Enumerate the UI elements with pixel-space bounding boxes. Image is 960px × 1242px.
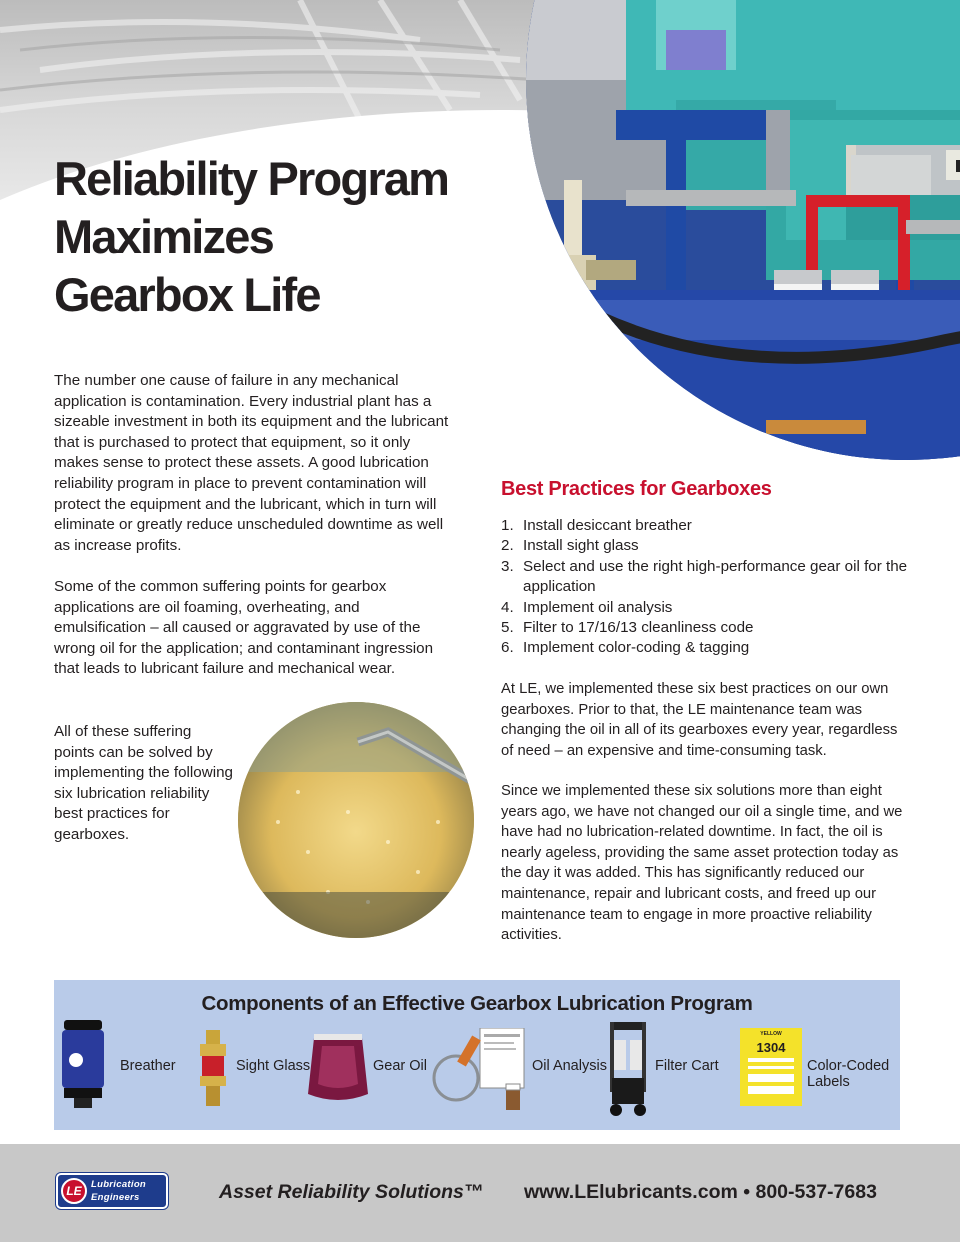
component-label: Breather — [120, 1058, 176, 1074]
component-gear-oil — [306, 1020, 427, 1120]
component-label: Sight Glass — [236, 1058, 311, 1074]
breather-icon — [60, 1020, 106, 1110]
intro-paragraph-1: The number one cause of failure in any mechanical application is contamination. Every industrial plant has a sizeable investment in both its equipment and the lubricant that is purchased to protect that equipment, so it only makes sense to protect these assets. A good lubrication reliability program in place to prevent contamination will protect the equipment and the lubricant, which in turn will eliminate or greatly reduce unscheduled downtime as well as increase profits. — [54, 372, 449, 554]
results-paragraph: Since we implemented these six solutions more than eight years ago, we have not changed our oil a single time, and we have had no lubrication-related downtime. In fact, the oil is nearly ageless, providing the same asset protection today as the day it was added. This has significantly reduced our maintenance, repair and lubricant costs, and freed up our maintenance team to engage in more proactive reliability activities. — [501, 783, 903, 944]
sight-glass-icon — [198, 1030, 228, 1110]
contact-info[interactable]: www.LElubricants.com • 800-537-7683 — [524, 1181, 877, 1203]
component-oil-analysis — [432, 1020, 607, 1120]
intro-paragraph-2: Some of the common suffering points for gearbox applications are oil foaming, overheating, and emulsification – all caused or aggravated by use of the wrong oil for the application; and contaminant ingression that leads to lubricant failure and mechanical wear. — [54, 578, 434, 678]
list-item: 3. Select and use the right high-performance gear oil for the application — [501, 557, 908, 596]
gear-oil-icon — [306, 1034, 370, 1104]
title-line-1: Reliability Program — [54, 152, 449, 205]
label-card-number: 1304 — [756, 1040, 786, 1055]
best-practices-heading: Best Practices for Gearboxes — [501, 478, 772, 500]
logo-mark: LE — [61, 1178, 87, 1204]
best-practices-list — [501, 516, 921, 659]
label-card-color-word: YELLOW — [760, 1031, 782, 1037]
component-breather — [60, 1020, 190, 1120]
filter-cart-icon — [606, 1022, 650, 1118]
component-label: Color-Coded Labels — [807, 1058, 890, 1090]
component-color-coded-labels — [740, 1020, 900, 1120]
component-filter-cart — [606, 1020, 736, 1120]
component-label: Oil Analysis — [532, 1058, 607, 1074]
le-logo-icon[interactable] — [56, 1173, 168, 1209]
component-sight-glass — [198, 1020, 311, 1120]
component-label: Gear Oil — [373, 1058, 427, 1074]
components-panel — [54, 980, 900, 1130]
title-line-2: Maximizes — [54, 210, 273, 263]
gearbox-equipment-photo — [526, 0, 960, 460]
list-item: 4. Implement oil analysis — [501, 598, 673, 616]
intro-paragraph-3: All of these suffering points can be solved by implementing the following six lubrication reliability best practices for gearboxes. — [54, 723, 233, 843]
list-item: 5. Filter to 17/16/13 cleanliness code — [501, 619, 754, 637]
title-line-3: Gearbox Life — [54, 268, 320, 321]
page-title — [54, 150, 524, 324]
logo-wordmark: Lubrication Engineers — [91, 1179, 147, 1203]
components-title: Components of an Effective Gearbox Lubrication Program — [201, 992, 753, 1015]
list-item: 1. Install desiccant breather — [501, 517, 692, 534]
oil-analysis-icon — [432, 1028, 528, 1114]
oil-foam-photo — [238, 702, 474, 938]
component-label: Filter Cart — [655, 1058, 719, 1074]
footer — [0, 1144, 960, 1242]
tagline: Asset Reliability Solutions™ — [219, 1181, 484, 1203]
list-item: 2. Install sight glass — [501, 537, 639, 555]
le-implementation-paragraph: At LE, we implemented these six best practices on our own gearboxes. Prior to that, the LE maintenance team was changing the oil in all of its gearboxes every year, regardless of need – an expensive and time-consuming task. — [501, 681, 898, 759]
list-item: 6. Implement color-coding & tagging — [501, 639, 750, 657]
